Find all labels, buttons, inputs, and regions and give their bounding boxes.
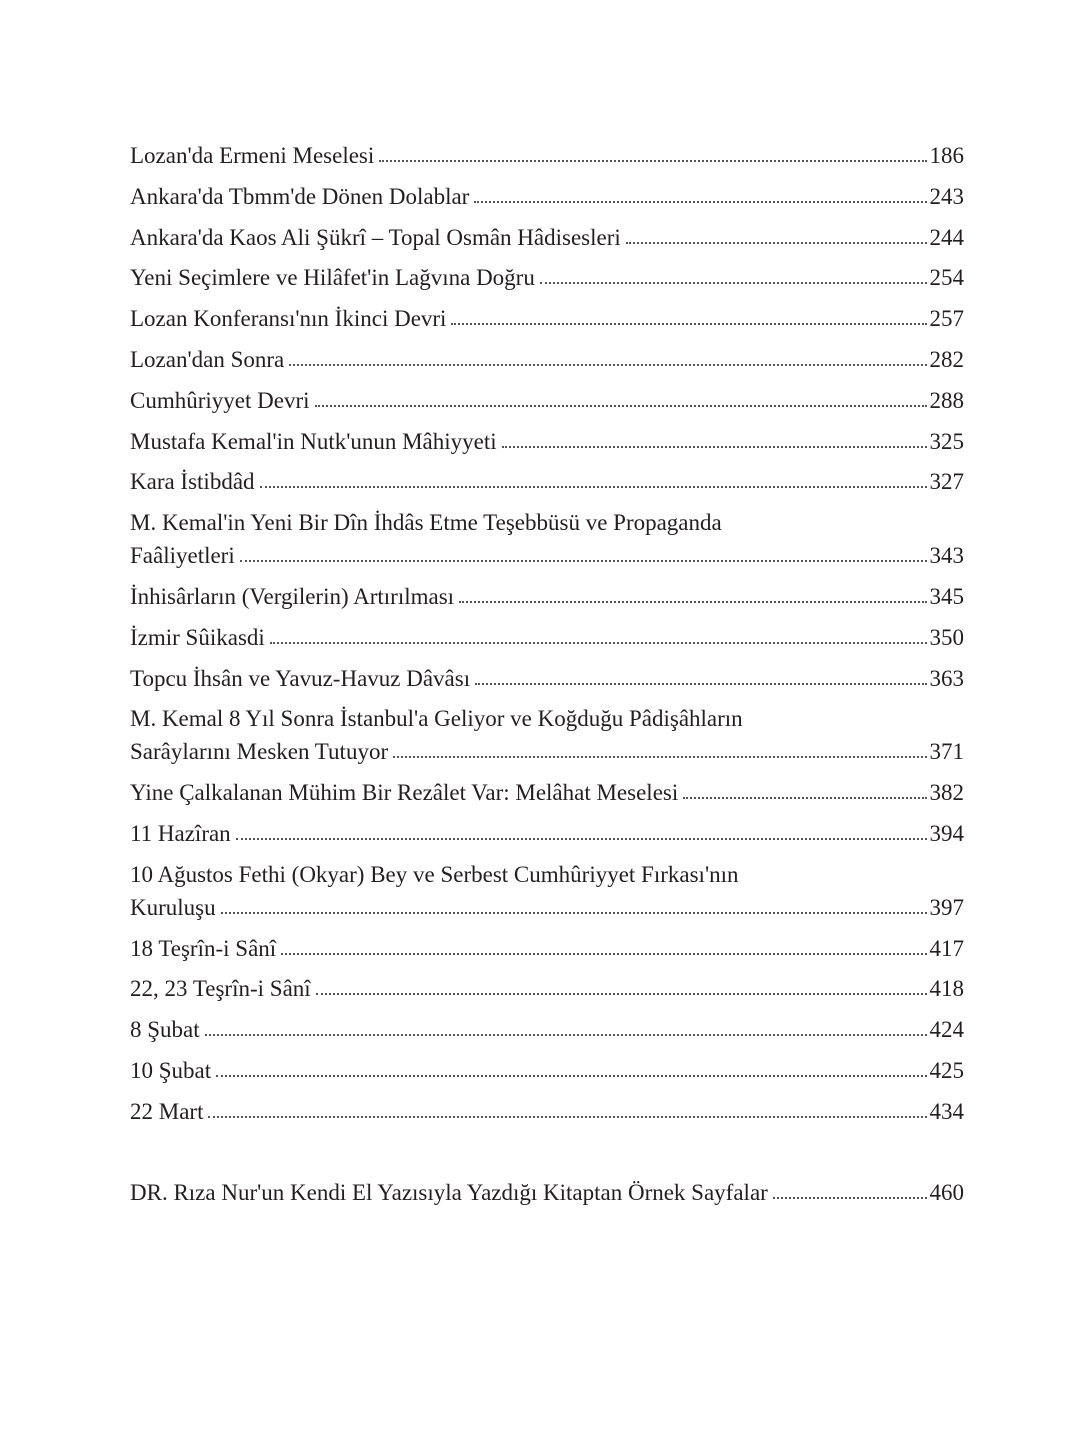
toc-entry-title: İnhisârların (Vergilerin) Artırılması xyxy=(130,583,455,609)
toc-entry-title-line1: M. Kemal'in Yeni Bir Dîn İhdâs Etme Teşebbüsü ve Propaganda xyxy=(130,510,722,536)
toc-entry-page: 460 xyxy=(929,1180,964,1205)
toc-entry xyxy=(130,261,964,294)
dot-leader xyxy=(216,1075,926,1077)
dot-leader xyxy=(379,160,926,162)
toc-entry-title: 22, 23 Teşrîn-i Sânî xyxy=(130,976,311,1002)
toc-entry-title: 11 Hazîran xyxy=(130,820,231,846)
dot-leader xyxy=(683,797,926,799)
toc-entry xyxy=(130,384,964,417)
toc-entry-title: DR. Rıza Nur'un Kendi El Yazısıyla Yazdığı Kitaptan Örnek Sayfalar xyxy=(130,1180,768,1205)
toc-entry-title: 22 Mart xyxy=(130,1098,204,1124)
dot-leader xyxy=(393,756,926,758)
toc-entry-title: Lozan'dan Sonra xyxy=(130,346,285,372)
toc-entry-page: 394 xyxy=(929,820,964,846)
toc-entry-title: Kuruluşu xyxy=(130,894,216,920)
toc-entry-title: İzmir Sûikasdi xyxy=(130,624,265,650)
toc-entry-title: Yine Çalkalanan Mühim Bir Rezâlet Var: Melâhat Meselesi xyxy=(130,780,679,806)
dot-leader xyxy=(474,201,926,203)
toc-entry-page: 434 xyxy=(929,1098,964,1124)
toc-entry-title: 18 Teşrîn-i Sânî xyxy=(130,935,277,961)
toc-entry-title: Mustafa Kemal'in Nutk'unun Mâhiyyeti xyxy=(130,428,497,454)
dot-leader xyxy=(540,282,927,284)
toc-entry-title-line1: 10 Ağustos Fethi (Okyar) Bey ve Serbest Cumhûriyyet Fırkası'nın xyxy=(130,861,739,887)
toc-entry xyxy=(130,465,964,498)
toc-entry-page: 425 xyxy=(929,1057,964,1083)
dot-leader xyxy=(208,1116,926,1118)
toc-entry xyxy=(130,221,964,254)
dot-leader xyxy=(240,560,927,562)
toc-entry-page: 325 xyxy=(929,428,964,454)
toc-entry xyxy=(130,1013,964,1046)
toc-entry-page: 254 xyxy=(929,265,964,291)
toc-entry-title: Sarâylarını Mesken Tutuyor xyxy=(130,739,389,765)
toc-entry xyxy=(130,425,964,458)
toc-entry-page: 282 xyxy=(929,346,964,372)
toc-entry-title: Ankara'da Kaos Ali Şükrî – Topal Osmân Hâdisesleri xyxy=(130,224,621,250)
toc-entry xyxy=(130,702,964,768)
dot-leader xyxy=(236,838,927,840)
toc-entry xyxy=(130,506,964,572)
toc-entry-title: Ankara'da Tbmm'de Dönen Dolablar xyxy=(130,183,470,209)
dot-leader xyxy=(260,486,927,488)
toc-entry-page: 244 xyxy=(929,224,964,250)
dot-leader xyxy=(773,1197,927,1199)
toc-entry-page: 345 xyxy=(929,583,964,609)
dot-leader xyxy=(221,912,927,914)
toc-entry xyxy=(130,621,964,654)
dot-leader xyxy=(205,1034,927,1036)
toc-entry-title: Lozan'da Ermeni Meselesi xyxy=(130,143,375,168)
toc-entry-page: 327 xyxy=(929,469,964,495)
dot-leader xyxy=(289,364,926,366)
dot-leader xyxy=(502,446,927,448)
toc-entry-page: 382 xyxy=(929,780,964,806)
toc-entry xyxy=(130,972,964,1005)
dot-leader xyxy=(451,323,926,325)
toc-entry-page: 343 xyxy=(929,543,964,569)
toc-entry-title: 10 Şubat xyxy=(130,1057,212,1083)
toc-entry-title: Yeni Seçimlere ve Hilâfet'in Lağvına Doğru xyxy=(130,265,535,291)
toc-entry-title: Kara İstibdâd xyxy=(130,469,255,495)
toc-entry xyxy=(130,343,964,376)
toc-entry-title: Faâliyetleri xyxy=(130,543,235,569)
dot-leader xyxy=(626,242,927,244)
toc-entry-page: 417 xyxy=(929,935,964,961)
toc-entry xyxy=(130,580,964,613)
toc-entry xyxy=(130,776,964,809)
toc-entry xyxy=(130,662,964,695)
toc-entry-page: 288 xyxy=(929,387,964,413)
table-of-contents xyxy=(130,139,964,1136)
toc-entry-page: 186 xyxy=(929,143,964,168)
toc-entry-page: 397 xyxy=(929,894,964,920)
toc-entry-title: Lozan Konferansı'nın İkinci Devri xyxy=(130,306,447,332)
dot-leader xyxy=(459,601,926,603)
toc-appendix-entry xyxy=(130,1176,964,1209)
toc-entry-title: 8 Şubat xyxy=(130,1017,200,1043)
dot-leader xyxy=(281,953,926,955)
dot-leader xyxy=(270,642,927,644)
toc-entry-title: Cumhûriyyet Devri xyxy=(130,387,310,413)
toc-entry-title-line1: M. Kemal 8 Yıl Sonra İstanbul'a Geliyor ve Koğduğu Pâdişâhların xyxy=(130,706,743,732)
toc-entry xyxy=(130,817,964,850)
toc-entry xyxy=(130,1054,964,1087)
toc-entry xyxy=(130,858,964,924)
toc-entry xyxy=(130,302,964,335)
toc-entry-page: 424 xyxy=(929,1017,964,1043)
toc-entry xyxy=(130,1095,964,1128)
toc-entry-page: 418 xyxy=(929,976,964,1002)
dot-leader xyxy=(316,993,927,995)
toc-entry xyxy=(130,180,964,213)
toc-entry-page: 371 xyxy=(929,739,964,765)
toc-entry-page: 363 xyxy=(929,665,964,691)
toc-entry xyxy=(130,139,964,172)
dot-leader xyxy=(315,405,927,407)
dot-leader xyxy=(475,683,926,685)
toc-entry-page: 243 xyxy=(929,183,964,209)
toc-entry-page: 257 xyxy=(929,306,964,332)
toc-entry xyxy=(130,932,964,965)
toc-entry-title: Topcu İhsân ve Yavuz-Havuz Dâvâsı xyxy=(130,665,471,691)
toc-entry-page: 350 xyxy=(929,624,964,650)
